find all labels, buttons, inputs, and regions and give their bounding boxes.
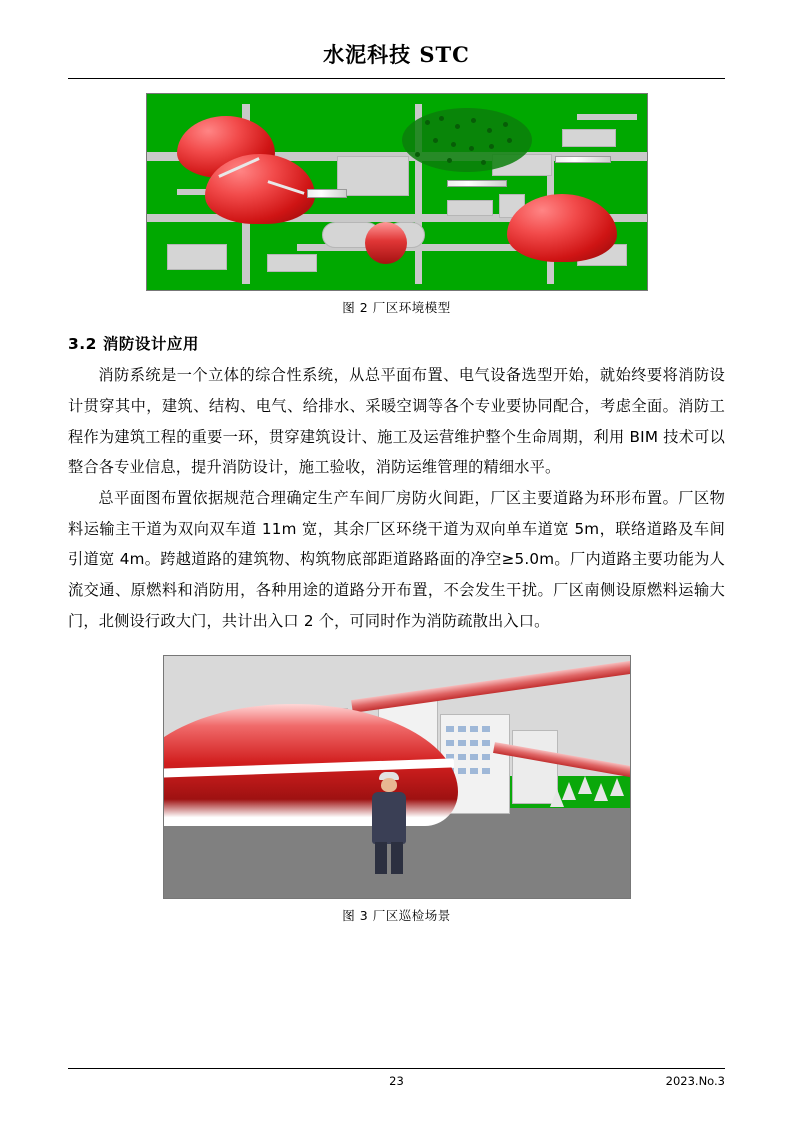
window — [470, 768, 478, 774]
tree-icon — [489, 144, 494, 149]
site-building — [267, 254, 317, 272]
tree-icon — [610, 778, 624, 796]
window — [446, 726, 454, 732]
tree-icon — [507, 138, 512, 143]
tree-icon — [447, 158, 452, 163]
tree-icon — [455, 124, 460, 129]
site-building — [337, 156, 409, 196]
tree-icon — [594, 783, 608, 801]
figure-2 — [68, 93, 725, 316]
site-road — [577, 114, 637, 120]
issue-label: 2023.No.3 — [665, 1074, 725, 1088]
window — [482, 754, 490, 760]
avatar-leg — [375, 842, 387, 874]
figure-2-caption: 图 2 厂区环境模型 — [342, 300, 451, 316]
site-building — [167, 244, 227, 270]
tree-icon — [415, 152, 420, 157]
conveyor — [555, 156, 611, 163]
window — [482, 740, 490, 746]
window — [458, 754, 466, 760]
window — [470, 740, 478, 746]
figure-2-image — [146, 93, 648, 291]
tree-icon — [487, 128, 492, 133]
dome-silo — [507, 194, 617, 262]
footer-divider — [68, 1068, 725, 1069]
journal-title: 水泥科技 STC — [323, 42, 470, 67]
tree-icon — [451, 142, 456, 147]
window — [458, 768, 466, 774]
figure-3-caption: 图 3 厂区巡检场景 — [342, 907, 451, 923]
section-heading: 3.2 消防设计应用 — [68, 335, 199, 354]
header-divider — [68, 78, 725, 79]
body-paragraph-2: 总平面图布置依据规范合理确定生产车间厂房防火间距，厂区主要道路为环形布置。厂区物料运输主干道为双向双车道 11m 宽，其余厂区环绕干道为双向单车道宽 5m，联络道路及车间引道宽 4m。跨越道路的建筑物、构筑物底部距道路路面的净空≥5.0m。厂内道路主要功能为人流交通、原燃料和消防用，各种用途的道路分开布置，不会发生干扰。厂区南侧设原燃料运输大门，北侧设行政大门，共计出入口 2 个，可同时作为消防疏散出入口。 — [68, 489, 725, 630]
avatar-body — [372, 792, 406, 844]
tree-icon — [471, 118, 476, 123]
conveyor — [447, 180, 507, 187]
window — [446, 740, 454, 746]
window — [470, 754, 478, 760]
avatar-head — [381, 778, 397, 792]
cylindrical-silo — [365, 222, 407, 264]
window — [482, 768, 490, 774]
tree-icon — [439, 116, 444, 121]
tree-icon — [481, 160, 486, 165]
tree-icon — [562, 782, 576, 800]
window — [470, 726, 478, 732]
avatar-leg — [391, 842, 403, 874]
tree-icon — [425, 120, 430, 125]
tree-icon — [503, 122, 508, 127]
site-building — [447, 200, 493, 216]
tree-icon — [469, 146, 474, 151]
vegetation-area — [402, 108, 532, 172]
tree-icon — [578, 776, 592, 794]
page-number: 23 — [389, 1074, 404, 1088]
window — [482, 726, 490, 732]
window — [458, 726, 466, 732]
page-header — [68, 0, 725, 79]
page-footer — [68, 1068, 725, 1088]
figure-3 — [68, 655, 725, 924]
tree-icon — [550, 789, 564, 807]
conveyor — [307, 189, 347, 198]
tree-icon — [433, 138, 438, 143]
site-building — [562, 129, 616, 147]
body-paragraph-1: 消防系统是一个立体的综合性系统，从总平面布置、电气设备选型开始，就始终要将消防设计贯穿其中，建筑、结构、电气、给排水、采暖空调等各个专业要协同配合，考虑全面。消防工程作为建筑工程的重要一环，贯穿建筑设计、施工及运营维护整个生命周期，利用 BIM 技术可以整合各专业信息，提升消防设计，施工验收，消防运维管理的精细水平。 — [68, 366, 725, 477]
figure-3-image — [163, 655, 631, 899]
window — [458, 740, 466, 746]
